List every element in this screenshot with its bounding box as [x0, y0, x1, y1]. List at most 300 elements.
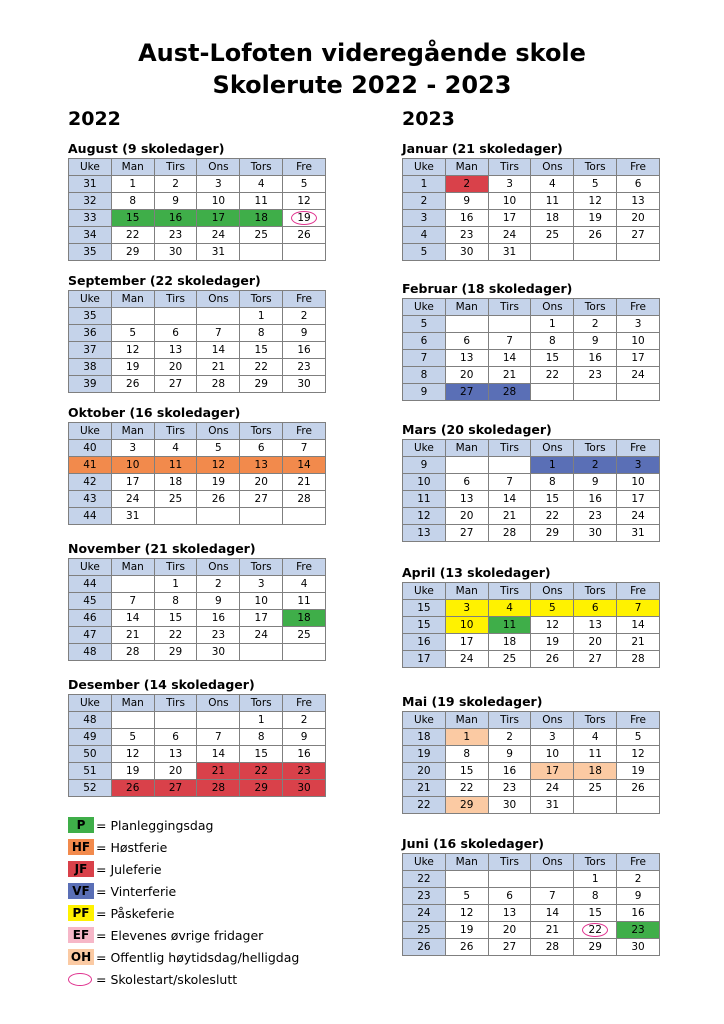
day-cell: 9 [617, 888, 660, 905]
day-cell: 21 [488, 508, 531, 525]
week-header: Uke [403, 854, 446, 871]
day-cell: 21 [531, 922, 574, 939]
month-table [402, 582, 660, 668]
week-row [69, 342, 326, 359]
week-row [403, 457, 660, 474]
day-cell [283, 244, 326, 261]
day-cell: 7 [531, 888, 574, 905]
week-row [403, 350, 660, 367]
day-cell [197, 712, 240, 729]
day-cell: 8 [531, 474, 574, 491]
day-cell [111, 308, 154, 325]
day-cell: 6 [617, 176, 660, 193]
week-row [403, 244, 660, 261]
day-cell: 24 [617, 367, 660, 384]
week-row [69, 712, 326, 729]
weekday-header: Tirs [488, 583, 531, 600]
weekday-header: Ons [197, 291, 240, 308]
day-cell: 19 [111, 763, 154, 780]
school-start-end-marker: 22 [582, 923, 608, 937]
weekday-header: Tirs [488, 854, 531, 871]
day-cell: 1 [240, 712, 283, 729]
day-cell: 3 [617, 316, 660, 333]
day-cell: 4 [240, 176, 283, 193]
day-cell: 12 [574, 193, 617, 210]
legend-label: = Juleferie [96, 861, 162, 877]
week-header: Uke [69, 695, 112, 712]
day-cell: 5 [111, 729, 154, 746]
week-number: 39 [69, 376, 112, 393]
day-cell: 4 [488, 600, 531, 617]
day-cell: 16 [488, 763, 531, 780]
legend-item [68, 814, 299, 836]
day-cell [617, 244, 660, 261]
week-number: 26 [403, 939, 446, 956]
day-cell: 11 [154, 457, 197, 474]
week-number: 25 [403, 922, 446, 939]
week-row [403, 367, 660, 384]
day-cell: 29 [240, 376, 283, 393]
day-cell: 5 [111, 325, 154, 342]
month-block [402, 280, 660, 401]
legend-label: = Planleggingsdag [96, 817, 214, 833]
day-cell: 28 [617, 651, 660, 668]
month-title: August (9 skoledager) [68, 141, 225, 156]
day-cell: 9 [574, 474, 617, 491]
day-cell: 30 [283, 780, 326, 797]
day-cell: 30 [445, 244, 488, 261]
weekday-header: Ons [197, 159, 240, 176]
weekday-header: Tirs [488, 712, 531, 729]
week-row [69, 627, 326, 644]
day-cell [531, 384, 574, 401]
week-number: 50 [69, 746, 112, 763]
month-table [68, 290, 326, 393]
day-cell [617, 797, 660, 814]
day-cell: 17 [240, 610, 283, 627]
week-number: 31 [69, 176, 112, 193]
day-cell: 9 [445, 193, 488, 210]
week-row [403, 746, 660, 763]
day-cell: 5 [197, 440, 240, 457]
day-cell: 29 [531, 525, 574, 542]
day-cell: 29 [154, 644, 197, 661]
day-cell: 13 [574, 617, 617, 634]
day-cell: 13 [445, 491, 488, 508]
day-cell: 10 [617, 474, 660, 491]
legend [68, 814, 299, 990]
day-cell: 23 [154, 227, 197, 244]
day-cell: 8 [111, 193, 154, 210]
day-cell: 19 [617, 763, 660, 780]
day-cell: 25 [154, 491, 197, 508]
day-cell: 24 [111, 491, 154, 508]
weekday-header: Fre [617, 583, 660, 600]
day-cell: 2 [445, 176, 488, 193]
day-cell: 29 [574, 939, 617, 956]
page-title: Aust-Lofoten videregående skole [138, 39, 586, 67]
week-number: 13 [403, 525, 446, 542]
day-cell: 15 [240, 342, 283, 359]
weekday-header: Man [445, 712, 488, 729]
weekday-header: Fre [283, 695, 326, 712]
legend-item [68, 924, 299, 946]
day-cell: 27 [617, 227, 660, 244]
week-number: 21 [403, 780, 446, 797]
day-cell [197, 308, 240, 325]
weekday-header: Tirs [154, 159, 197, 176]
day-cell: 16 [574, 350, 617, 367]
day-cell: 6 [154, 729, 197, 746]
month-table [68, 694, 326, 797]
weekday-header: Fre [617, 712, 660, 729]
weekday-header: Tirs [154, 423, 197, 440]
week-number: 40 [69, 440, 112, 457]
day-cell: 19 [197, 474, 240, 491]
day-cell: 12 [111, 746, 154, 763]
legend-label: = Påskeferie [96, 905, 175, 921]
day-cell: 19 [531, 634, 574, 651]
week-number: 9 [403, 457, 446, 474]
day-cell: 13 [445, 350, 488, 367]
week-row [69, 780, 326, 797]
month-title: April (13 skoledager) [402, 565, 551, 580]
day-cell [154, 712, 197, 729]
day-cell: 13 [240, 457, 283, 474]
day-cell: 3 [240, 576, 283, 593]
weekday-header: Tors [574, 712, 617, 729]
day-cell: 23 [488, 780, 531, 797]
day-cell: 27 [240, 491, 283, 508]
legend-label: = Offentlig høytidsdag/helligdag [96, 949, 300, 965]
day-cell: 16 [617, 905, 660, 922]
weekday-header: Man [445, 159, 488, 176]
day-cell: 3 [531, 729, 574, 746]
day-cell: 26 [111, 780, 154, 797]
week-row [403, 525, 660, 542]
month-block [402, 835, 660, 956]
day-cell: 10 [111, 457, 154, 474]
week-row [69, 440, 326, 457]
day-cell: 6 [445, 474, 488, 491]
week-row [403, 333, 660, 350]
weekday-header: Ons [197, 423, 240, 440]
week-row [69, 593, 326, 610]
day-cell [574, 244, 617, 261]
day-cell: 17 [197, 210, 240, 227]
day-cell: 20 [488, 922, 531, 939]
day-cell: 31 [197, 244, 240, 261]
day-cell: 12 [111, 342, 154, 359]
day-cell [283, 644, 326, 661]
month-title: Mars (20 skoledager) [402, 422, 552, 437]
day-cell: 28 [531, 939, 574, 956]
year-heading-right: 2023 [402, 108, 455, 130]
day-cell: 6 [154, 325, 197, 342]
week-row [403, 508, 660, 525]
week-number: 22 [403, 871, 446, 888]
day-cell: 13 [154, 746, 197, 763]
legend-label: = Elevenes øvrige fridager [96, 927, 264, 943]
legend-label: = Høstferie [96, 839, 168, 855]
week-header: Uke [403, 159, 446, 176]
day-cell: 21 [111, 627, 154, 644]
day-cell: 12 [531, 617, 574, 634]
day-cell: 27 [154, 780, 197, 797]
day-cell: 23 [445, 227, 488, 244]
week-number: 17 [403, 651, 446, 668]
day-cell: 18 [240, 210, 283, 227]
day-cell: 14 [197, 746, 240, 763]
day-cell: 5 [531, 600, 574, 617]
week-row [403, 617, 660, 634]
day-cell: 27 [574, 651, 617, 668]
day-cell: 3 [111, 440, 154, 457]
week-row [69, 610, 326, 627]
day-cell: 14 [531, 905, 574, 922]
day-cell: 18 [488, 634, 531, 651]
day-cell: 16 [154, 210, 197, 227]
day-cell: 20 [445, 508, 488, 525]
day-cell: 7 [617, 600, 660, 617]
day-cell: 23 [617, 922, 660, 939]
week-row [403, 491, 660, 508]
day-cell: 25 [574, 780, 617, 797]
week-row [403, 474, 660, 491]
weekday-header: Ons [531, 440, 574, 457]
day-cell [574, 384, 617, 401]
legend-label: = Vinterferie [96, 883, 177, 899]
day-cell: 11 [531, 193, 574, 210]
day-cell: 2 [283, 308, 326, 325]
day-cell: 17 [617, 350, 660, 367]
month-block [402, 140, 660, 261]
week-number: 24 [403, 905, 446, 922]
day-cell: 23 [574, 508, 617, 525]
week-row [403, 600, 660, 617]
week-header: Uke [69, 291, 112, 308]
month-title: September (22 skoledager) [68, 273, 261, 288]
day-cell [154, 308, 197, 325]
day-cell: 29 [240, 780, 283, 797]
week-number: 20 [403, 763, 446, 780]
weekday-header: Tirs [154, 695, 197, 712]
month-table [402, 158, 660, 261]
day-cell: 15 [574, 905, 617, 922]
day-cell [445, 871, 488, 888]
month-table [402, 298, 660, 401]
week-number: 49 [69, 729, 112, 746]
month-title: Februar (18 skoledager) [402, 281, 573, 296]
day-cell: 22 [111, 227, 154, 244]
day-cell: 19 [445, 922, 488, 939]
weekday-header: Tors [240, 159, 283, 176]
day-cell: 1 [111, 176, 154, 193]
day-cell: 20 [445, 367, 488, 384]
day-cell [617, 384, 660, 401]
day-cell: 18 [154, 474, 197, 491]
week-number: 51 [69, 763, 112, 780]
week-number: 48 [69, 644, 112, 661]
day-cell: 12 [617, 746, 660, 763]
day-cell: 25 [283, 627, 326, 644]
week-row [69, 244, 326, 261]
weekday-header: Man [111, 159, 154, 176]
day-cell: 26 [197, 491, 240, 508]
weekday-header: Fre [617, 854, 660, 871]
month-block [68, 540, 326, 661]
week-row [403, 797, 660, 814]
week-header: Uke [69, 159, 112, 176]
weekday-header: Tirs [488, 299, 531, 316]
day-cell: 30 [197, 644, 240, 661]
week-number: 33 [69, 210, 112, 227]
week-row [403, 210, 660, 227]
day-cell: 2 [283, 712, 326, 729]
day-cell [283, 210, 326, 227]
day-cell: 19 [574, 210, 617, 227]
day-cell: 16 [445, 210, 488, 227]
weekday-header: Tors [574, 440, 617, 457]
day-cell: 10 [488, 193, 531, 210]
month-title: November (21 skoledager) [68, 541, 256, 556]
day-cell: 30 [283, 376, 326, 393]
day-cell: 2 [488, 729, 531, 746]
day-cell: 7 [488, 474, 531, 491]
week-row [69, 359, 326, 376]
day-cell: 22 [445, 780, 488, 797]
day-cell: 22 [240, 763, 283, 780]
month-table [402, 853, 660, 956]
weekday-header: Ons [531, 299, 574, 316]
day-cell: 31 [488, 244, 531, 261]
week-row [403, 871, 660, 888]
day-cell [488, 457, 531, 474]
week-number: 18 [403, 729, 446, 746]
legend-swatch: PF [68, 905, 94, 921]
week-number: 16 [403, 634, 446, 651]
day-cell: 16 [574, 491, 617, 508]
day-cell [531, 871, 574, 888]
day-cell: 5 [445, 888, 488, 905]
day-cell: 26 [283, 227, 326, 244]
day-cell: 24 [445, 651, 488, 668]
day-cell: 21 [488, 367, 531, 384]
day-cell: 4 [154, 440, 197, 457]
day-cell [240, 508, 283, 525]
week-row [69, 576, 326, 593]
day-cell: 28 [488, 525, 531, 542]
day-cell: 14 [488, 350, 531, 367]
weekday-header: Man [111, 559, 154, 576]
week-number: 52 [69, 780, 112, 797]
day-cell: 28 [197, 780, 240, 797]
day-cell: 10 [531, 746, 574, 763]
day-cell: 9 [283, 325, 326, 342]
week-number: 32 [69, 193, 112, 210]
week-row [403, 316, 660, 333]
day-cell: 8 [531, 333, 574, 350]
weekday-header: Tors [574, 583, 617, 600]
day-cell [488, 316, 531, 333]
day-cell: 15 [531, 491, 574, 508]
day-cell [240, 244, 283, 261]
month-title: Oktober (16 skoledager) [68, 405, 241, 420]
day-cell: 10 [197, 193, 240, 210]
week-row [69, 491, 326, 508]
day-cell: 22 [531, 508, 574, 525]
day-cell [574, 922, 617, 939]
day-cell: 27 [154, 376, 197, 393]
day-cell: 15 [445, 763, 488, 780]
day-cell: 24 [617, 508, 660, 525]
legend-swatch: JF [68, 861, 94, 877]
week-number: 3 [403, 210, 446, 227]
legend-swatch: VF [68, 883, 94, 899]
weekday-header: Ons [531, 159, 574, 176]
day-cell: 18 [531, 210, 574, 227]
day-cell: 4 [574, 729, 617, 746]
day-cell: 28 [488, 384, 531, 401]
week-number: 9 [403, 384, 446, 401]
day-cell: 22 [154, 627, 197, 644]
day-cell: 6 [240, 440, 283, 457]
day-cell: 15 [111, 210, 154, 227]
day-cell [445, 316, 488, 333]
day-cell: 4 [283, 576, 326, 593]
weekday-header: Tors [240, 695, 283, 712]
day-cell: 30 [617, 939, 660, 956]
week-number: 19 [403, 746, 446, 763]
day-cell: 4 [531, 176, 574, 193]
weekday-header: Tirs [154, 291, 197, 308]
week-number: 12 [403, 508, 446, 525]
day-cell: 5 [283, 176, 326, 193]
day-cell: 2 [154, 176, 197, 193]
day-cell: 28 [111, 644, 154, 661]
day-cell: 6 [488, 888, 531, 905]
day-cell: 19 [111, 359, 154, 376]
legend-swatch: P [68, 817, 94, 833]
week-row [403, 780, 660, 797]
day-cell: 1 [531, 316, 574, 333]
day-cell: 20 [154, 763, 197, 780]
week-number: 47 [69, 627, 112, 644]
week-row [403, 729, 660, 746]
week-number: 36 [69, 325, 112, 342]
day-cell: 2 [574, 316, 617, 333]
day-cell: 14 [197, 342, 240, 359]
day-cell: 15 [240, 746, 283, 763]
week-number: 37 [69, 342, 112, 359]
day-cell [488, 871, 531, 888]
day-cell: 17 [488, 210, 531, 227]
weekday-header: Tors [574, 159, 617, 176]
month-block [402, 564, 660, 668]
day-cell: 20 [154, 359, 197, 376]
day-cell: 20 [240, 474, 283, 491]
day-cell: 14 [283, 457, 326, 474]
week-number: 23 [403, 888, 446, 905]
weekday-header: Tors [574, 854, 617, 871]
week-row [69, 474, 326, 491]
month-block [68, 140, 326, 261]
week-row [403, 939, 660, 956]
day-cell: 11 [488, 617, 531, 634]
week-number: 46 [69, 610, 112, 627]
day-cell: 21 [617, 634, 660, 651]
month-block [68, 404, 326, 525]
